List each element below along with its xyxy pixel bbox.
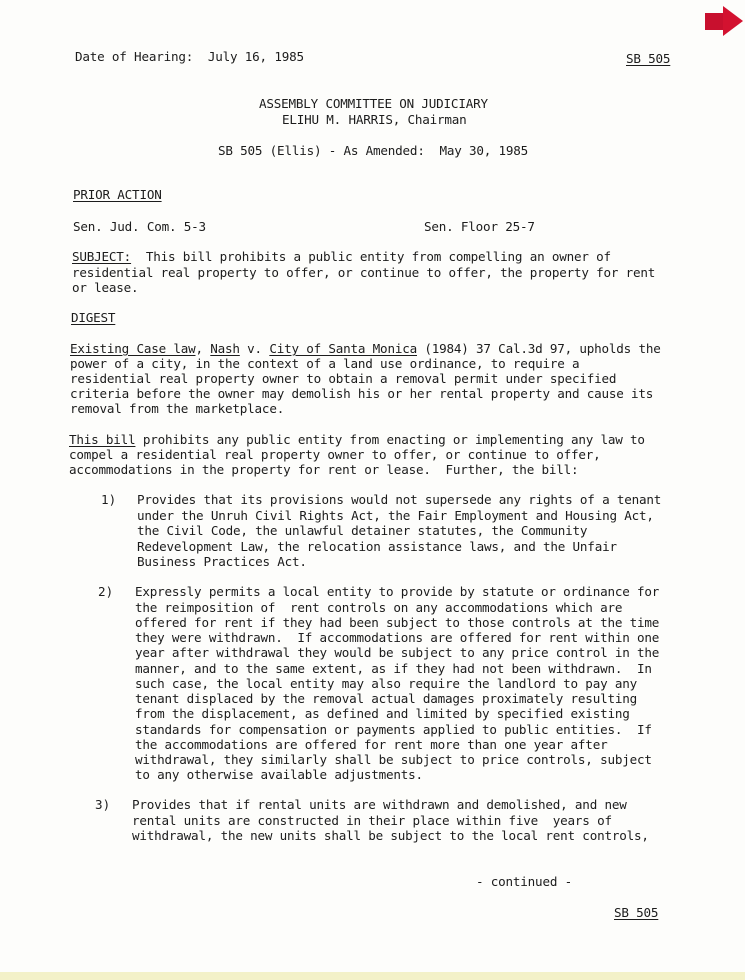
item-2-line: Expressly permits a local entity to provide by statute or ordinance for	[135, 584, 660, 599]
case-name-city: City of Santa Monica	[269, 341, 417, 356]
red-arrow-icon[interactable]	[705, 6, 745, 36]
item-1-line: the Civil Code, the unlawful detainer statutes, the Community	[137, 523, 588, 538]
chairman-name: ELIHU M. HARRIS, Chairman	[282, 112, 467, 127]
hearing-date: Date of Hearing: July 16, 1985	[75, 49, 304, 64]
subject-line-3: or lease.	[72, 280, 139, 295]
subject-line-1: SUBJECT: This bill prohibits a public entity from compelling an owner of	[72, 249, 611, 264]
item-3-line: Provides that if rental units are withdrawn and demolished, and new	[132, 797, 627, 812]
item-2-line: such case, the local entity may also require the landlord to pay any	[135, 676, 637, 691]
existing-case-law-label: Existing Case law	[70, 341, 196, 356]
item-1-line: under the Unruh Civil Rights Act, the Fair Employment and Housing Act,	[137, 508, 654, 523]
item-2-line: to any otherwise available adjustments.	[135, 767, 423, 782]
item-2-line: withdrawal, they similarly shall be subject to price controls, subject	[135, 752, 652, 767]
item-2-line: they were withdrawn. If accommodations are offered for rent within one	[135, 630, 660, 645]
item-2-line: manner, and to the same extent, as if they had not been withdrawn. In	[135, 661, 652, 676]
item-2-line: year after withdrawal they would be subject to any price control in the	[135, 645, 660, 660]
item-3-line: rental units are constructed in their place within five years of	[132, 813, 612, 828]
prior-action-floor-vote: Sen. Floor 25-7	[424, 219, 535, 234]
prior-action-heading: PRIOR ACTION	[73, 187, 162, 202]
digest-p1-line-4: criteria before the owner may demolish his or her rental property and cause its	[70, 386, 654, 401]
prior-action-committee-vote: Sen. Jud. Com. 5-3	[73, 219, 206, 234]
item-2-line: tenant displaced by the removal actual damages proximately resulting	[135, 691, 637, 706]
item-2-line: standards for compensation or payments applied to public entities. If	[135, 722, 652, 737]
digest-p2-line-3: accommodations in the property for rent or lease. Further, the bill:	[69, 462, 579, 477]
bill-tag-top: SB 505	[626, 51, 671, 66]
digest-p2-line-1: This bill prohibits any public entity from enacting or implementing any law to	[69, 432, 645, 447]
item-2-line: offered for rent if they had been subject to those controls at the time	[135, 615, 660, 630]
digest-p1-line-2: power of a city, in the context of a land use ordinance, to require a	[70, 356, 580, 371]
digest-heading: DIGEST	[71, 310, 116, 325]
digest-p1-line-3: residential real property owner to obtain a removal permit under specified	[70, 371, 617, 386]
subject-line-2: residential real property to offer, or continue to offer, the property for rent	[72, 265, 656, 280]
subject-label: SUBJECT:	[72, 249, 132, 264]
item-1-number: 1)	[101, 492, 117, 507]
item-3-line: withdrawal, the new units shall be subject to the local rent controls,	[132, 828, 649, 843]
committee-name: ASSEMBLY COMMITTEE ON JUDICIARY	[259, 96, 488, 111]
item-1-line: Business Practices Act.	[137, 554, 307, 569]
case-name-nash: Nash	[210, 341, 240, 356]
item-2-line: the accommodations are offered for rent more than one year after	[135, 737, 608, 752]
digest-p1-line-1: Existing Case law, Nash v. City of Santa Monica (1984) 37 Cal.3d 97, upholds the	[70, 341, 661, 356]
this-bill-label: This bill	[69, 432, 136, 447]
page-bottom-strip	[0, 972, 745, 980]
item-2-line: from the displacement, as defined and limited by specified existing	[135, 706, 630, 721]
continued-marker: - continued -	[476, 874, 572, 889]
item-1-line: Provides that its provisions would not supersede any rights of a tenant	[137, 492, 662, 507]
item-2-number: 2)	[98, 584, 114, 599]
item-1-line: Redevelopment Law, the relocation assistance laws, and the Unfair	[137, 539, 617, 554]
item-2-line: the reimposition of rent controls on any accommodations which are	[135, 600, 623, 615]
digest-p1-line-5: removal from the marketplace.	[70, 401, 285, 416]
bill-line: SB 505 (Ellis) - As Amended: May 30, 1985	[218, 143, 529, 158]
digest-p2-line-2: compel a residential real property owner to offer, or continue to offer,	[69, 447, 601, 462]
item-3-number: 3)	[95, 797, 111, 812]
bill-tag-bottom: SB 505	[614, 905, 659, 920]
